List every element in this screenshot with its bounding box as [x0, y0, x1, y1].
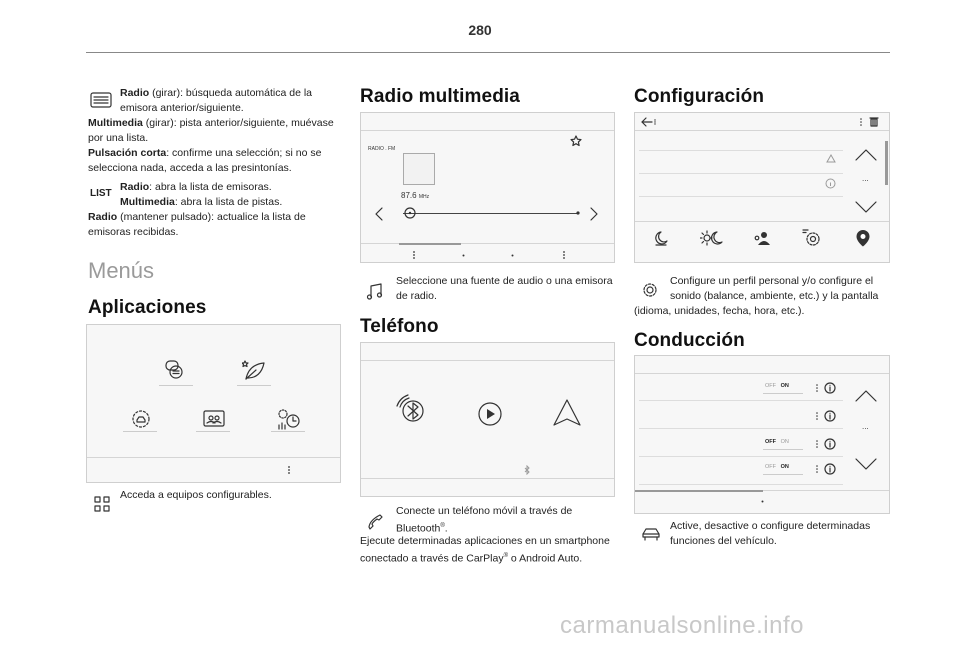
radio-caption-line2: de radio. — [396, 290, 437, 302]
toggle-row4-on[interactable]: ON — [780, 464, 789, 470]
short-press-line1: Pulsación corta: confirme una selección; si no se — [88, 147, 322, 159]
phone-heading: Teléfono — [360, 316, 439, 337]
config-screen — [634, 112, 890, 263]
radio-menu-dots-right[interactable] — [562, 250, 566, 260]
radio-caption-line1: Seleccione una fuente de audio o una emisora — [396, 275, 613, 287]
config-menu-dots[interactable] — [859, 117, 863, 127]
list-multimedia-line: Multimedia: abra la lista de pistas. — [120, 196, 283, 208]
driving-assist-icon — [129, 407, 153, 431]
gear-settings-icon[interactable] — [801, 228, 823, 248]
messages-underline — [159, 385, 193, 386]
warning-icon — [826, 154, 836, 163]
row2-info-icon[interactable] — [824, 410, 836, 422]
config-row-divider-3 — [639, 196, 843, 197]
driving-scroll-ellipsis: ... — [862, 422, 869, 431]
rotary-knob-icon — [90, 92, 112, 108]
frequency-readout: 87.6 MHz — [401, 191, 430, 200]
radio-dot-1[interactable] — [462, 254, 465, 257]
page-number: 280 — [468, 22, 492, 38]
config-row-divider-1 — [639, 150, 843, 151]
info-icon — [825, 178, 836, 189]
radio-bottom-tab-active — [399, 243, 461, 245]
list-long-press-line2: emisoras recibidas. — [88, 226, 179, 238]
radio-multimedia-heading: Radio multimedia — [360, 86, 520, 107]
night-mode-icon[interactable] — [652, 230, 670, 246]
carplay-icon[interactable] — [475, 399, 505, 429]
config-scrollbar[interactable] — [885, 141, 888, 185]
config-caption-line1: Configure un perfil personal y/o configure el — [670, 275, 874, 287]
list-icon: LIST — [90, 188, 112, 199]
trash-icon[interactable] — [869, 116, 879, 127]
next-station-icon[interactable] — [590, 207, 598, 221]
config-bottom-bar — [635, 221, 889, 222]
radio-band-label: RADIO . FM — [368, 146, 396, 152]
phone-caption-line4: conectado a través de CarPlay® o Android Auto. — [360, 552, 583, 565]
music-note-icon — [366, 282, 384, 300]
profile-settings-icon[interactable] — [753, 229, 771, 247]
radio-top-bar — [361, 130, 614, 131]
prev-station-icon[interactable] — [375, 207, 383, 221]
configuration-heading: Configuración — [634, 86, 765, 107]
contacts-card-icon — [202, 409, 226, 429]
toggle-row1-off[interactable]: OFF — [765, 383, 776, 389]
menu-dots-icon — [287, 465, 291, 475]
toggle-row3-on[interactable]: ON — [780, 439, 789, 445]
eco-underline — [237, 385, 271, 386]
driving-caption-line1: Active, desactive o configure determinadas — [670, 520, 871, 532]
driving-scroll-up-icon[interactable] — [855, 390, 877, 402]
driving-screen — [634, 355, 890, 514]
contacts-underline — [196, 431, 230, 432]
apps-screen-bottom-bar — [87, 457, 340, 458]
scroll-down-icon[interactable] — [855, 201, 877, 213]
driving-bottom-tab-active — [635, 490, 763, 492]
driving-scroll-down-icon[interactable] — [855, 458, 877, 470]
android-auto-icon[interactable] — [551, 397, 583, 429]
back-arrow-icon[interactable] — [641, 117, 657, 127]
radio-screen — [360, 112, 615, 263]
config-row-divider-2 — [639, 173, 843, 174]
phone-caption-line1: Conecte un teléfono móvil a través de — [396, 505, 573, 517]
location-pin-icon[interactable] — [854, 228, 872, 248]
apps-heading: Aplicaciones — [88, 297, 207, 318]
toggle-row4-underline — [763, 474, 803, 475]
driving-heading: Conducción — [634, 330, 745, 351]
phone-icon — [366, 512, 384, 530]
short-press-line2: selecciona nada, acceda a las presintonías. — [88, 162, 292, 174]
toggle-row3[interactable] — [765, 439, 789, 445]
multimedia-knob-line1: Multimedia (girar): pista anterior/siguiente, muévase — [88, 117, 334, 129]
phone-caption-line3: Ejecute determinadas aplicaciones en un smartphone — [360, 535, 610, 547]
scroll-up-icon[interactable] — [855, 149, 877, 161]
apps-screen — [86, 324, 341, 483]
bluetooth-icon[interactable] — [395, 393, 431, 429]
row2-menu-dots[interactable] — [815, 411, 819, 421]
row3-info-icon[interactable] — [824, 438, 836, 450]
apps-caption: Acceda a equipos configurables. — [120, 489, 272, 501]
list-radio-line: Radio: abra la lista de emisoras. — [120, 181, 272, 193]
config-top-bar — [635, 130, 889, 131]
multimedia-knob-line2: por una lista. — [88, 132, 149, 144]
driving-row-divider-4 — [639, 484, 843, 485]
frequency-slider-handle[interactable] — [404, 207, 416, 219]
radio-menu-dots-left[interactable] — [412, 250, 416, 260]
day-night-icon[interactable] — [700, 229, 724, 247]
row1-menu-dots[interactable] — [815, 383, 819, 393]
toggle-row1-on[interactable]: ON — [780, 383, 789, 389]
row3-menu-dots[interactable] — [815, 439, 819, 449]
toggle-row1[interactable] — [765, 383, 789, 389]
driving-row-divider-1 — [639, 400, 843, 401]
phone-screen — [360, 342, 615, 497]
phone-caption-line2: Bluetooth®. — [396, 522, 448, 535]
driving-caption-line2: funciones del vehículo. — [670, 535, 777, 547]
toggle-row4-off[interactable]: OFF — [765, 464, 776, 470]
toggle-row1-underline — [763, 393, 803, 394]
eco-leaf-icon — [242, 359, 266, 381]
toggle-row3-off[interactable]: OFF — [765, 439, 776, 445]
ambient-underline — [271, 431, 305, 432]
toggle-row4[interactable] — [765, 464, 789, 470]
toggle-row3-underline — [763, 449, 803, 450]
config-caption-line2: sonido (balance, ambiente, etc.) y la pantalla — [670, 290, 879, 302]
radio-knob-line2: emisora anterior/siguiente. — [120, 102, 244, 114]
watermark: carmanualsonline.info — [560, 612, 804, 639]
favourite-star-icon[interactable] — [570, 135, 582, 147]
gear-icon — [640, 280, 660, 300]
ambient-timer-icon — [275, 407, 301, 431]
list-long-press-line1: Radio (mantener pulsado): actualice la lista de — [88, 211, 306, 223]
row4-menu-dots[interactable] — [815, 464, 819, 474]
config-caption-line3: (idioma, unidades, fecha, hora, etc.). — [634, 305, 805, 317]
apps-grid-icon — [94, 496, 110, 512]
station-artwork — [403, 153, 435, 185]
header-rule — [86, 52, 890, 53]
phone-bottom-bar — [361, 478, 614, 479]
car-icon — [640, 526, 662, 542]
bluetooth-status-icon — [524, 465, 530, 475]
messages-icon — [164, 359, 186, 381]
driving-assist-underline — [123, 431, 157, 432]
radio-knob-line1: Radio (girar): búsqueda automática de la — [120, 87, 313, 99]
driving-row-divider-3 — [639, 456, 843, 457]
frequency-slider[interactable] — [403, 213, 579, 214]
driving-top-bar — [635, 373, 889, 374]
row1-info-icon[interactable] — [824, 382, 836, 394]
slider-end-dot — [576, 211, 580, 215]
row4-info-icon[interactable] — [824, 463, 836, 475]
driving-row-divider-2 — [639, 428, 843, 429]
scroll-ellipsis: ... — [862, 174, 869, 183]
radio-dot-2[interactable] — [511, 254, 514, 257]
driving-bottom-dot[interactable] — [761, 500, 764, 503]
menus-heading: Menús — [88, 258, 155, 283]
phone-top-bar — [361, 360, 614, 361]
